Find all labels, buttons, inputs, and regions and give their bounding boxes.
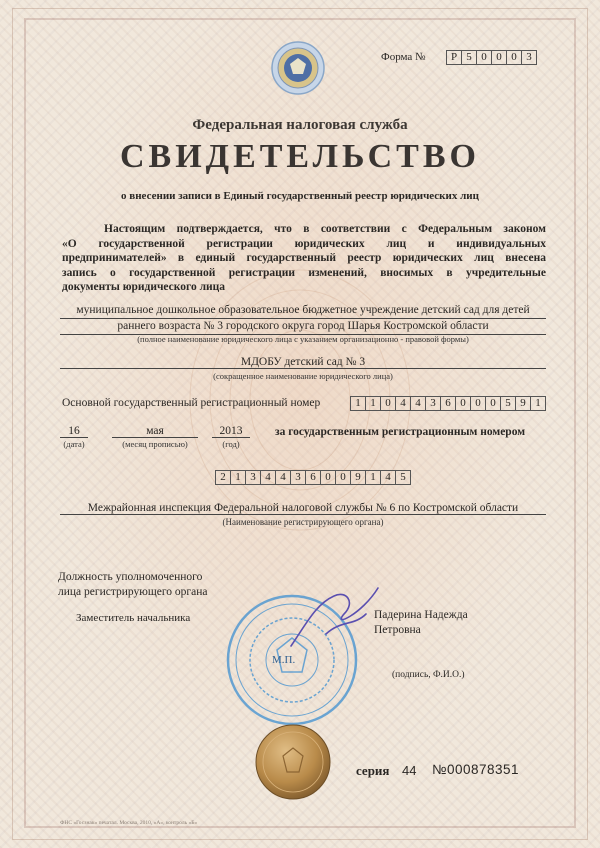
grn-cell: 3 [245, 470, 260, 485]
grn-cell: 5 [395, 470, 411, 485]
form-cell: 5 [461, 50, 476, 65]
page-title: СВИДЕТЕЛЬСТВО [120, 138, 480, 175]
org-full-name-line: муниципальное дошкольное образовательное бюджетное учреждение детский сад для детей [60, 303, 546, 319]
handwritten-signature [286, 584, 382, 654]
grn-cell: 6 [305, 470, 320, 485]
ogrn-cell: 0 [380, 396, 395, 411]
grn-cell: 1 [365, 470, 380, 485]
signature-caption: (подпись, Ф.И.О.) [392, 670, 465, 680]
signatory-position: Заместитель начальника [76, 612, 191, 624]
ogrn-cell: 0 [455, 396, 470, 411]
org-full-name-caption: (полное наименование юридического лица с указанием организационно - правовой формы) [137, 334, 469, 344]
body-line: документы юридического лица [62, 281, 226, 293]
body-line: запись о государственной регистрации изменений, вносимых в учредительные [62, 266, 546, 279]
ogrn-label: Основной государственный регистрационный номер [62, 397, 321, 409]
org-full-name-line: раннего возраста № 3 городского округа город Шарья Костромской области [60, 319, 546, 335]
org-short-name: МДОБУ детский сад № 3 [60, 356, 546, 369]
signatory-name [374, 608, 468, 638]
position-heading-line: Должность уполномоченного [58, 571, 203, 583]
body-line: «О государственной регистрации юридических лиц и индивидуальных [62, 237, 546, 250]
signatory-name-line: Падерина Надежда [374, 609, 468, 621]
ogrn-cell: 5 [500, 396, 515, 411]
signatory-name-line: Петровна [374, 624, 421, 636]
org-full-name [60, 303, 546, 335]
form-cell: 0 [476, 50, 491, 65]
grn-cells [215, 470, 411, 485]
grn-cell: 4 [275, 470, 290, 485]
date-day-caption: (дата) [63, 439, 85, 449]
ogrn-cell: 1 [350, 396, 365, 411]
grn-cell: 2 [215, 470, 230, 485]
grn-cell: 1 [230, 470, 245, 485]
ogrn-cell: 9 [515, 396, 530, 411]
form-cell: 0 [491, 50, 506, 65]
form-number-label: Форма № [381, 51, 426, 63]
authority-name: Межрайонная инспекция Федеральной налоговой службы № 6 по Костромской области [60, 502, 546, 515]
body-paragraph [62, 222, 546, 295]
reg-number-label: за государственным регистрационным номером [275, 426, 526, 438]
authority-caption: (Наименование регистрирующего органа) [222, 517, 384, 527]
ogrn-cell: 4 [410, 396, 425, 411]
series-label: серия [356, 763, 390, 778]
mp-label: М.П. [272, 654, 296, 666]
body-line: предпринимателей» в единый государственный реестр юридических лиц внесена [62, 252, 546, 264]
subtitle: о внесении записи в Единый государственный реестр юридических лиц [121, 190, 479, 202]
series-value: 44 [402, 763, 417, 778]
form-number-cells [446, 50, 537, 65]
date-year-caption: (год) [222, 439, 240, 449]
body-line: Настоящим подтверждается, что в соответствии с Федеральным законом [104, 223, 546, 235]
position-heading-line: лица регистрирующего органа [58, 586, 208, 598]
grn-cell: 0 [320, 470, 335, 485]
ogrn-cell: 0 [470, 396, 485, 411]
ogrn-cell: 3 [425, 396, 440, 411]
position-heading [58, 570, 207, 600]
ogrn-cell: 1 [365, 396, 380, 411]
printer-footer: ФНС «Госзнак» печатал. Москва, 2010, «А», контроль «Б» [60, 820, 198, 826]
form-cell: 0 [506, 50, 521, 65]
ogrn-cell: 6 [440, 396, 455, 411]
form-cell: Р [446, 50, 461, 65]
agency-name: Федеральная налоговая служба [192, 117, 408, 133]
grn-cell: 0 [335, 470, 350, 485]
date-year: 2013 [212, 425, 250, 438]
ogrn-cell: 0 [485, 396, 500, 411]
grn-cell: 4 [260, 470, 275, 485]
grn-cell: 3 [290, 470, 305, 485]
ogrn-cell: 1 [530, 396, 546, 411]
date-day: 16 [60, 425, 88, 438]
serial-number: №000878351 [432, 762, 520, 777]
ogrn-cells [350, 396, 546, 411]
date-month-caption: (месяц прописью) [122, 439, 188, 449]
ogrn-cell: 4 [395, 396, 410, 411]
org-short-name-caption: (сокращенное наименование юридического лица) [213, 371, 393, 381]
grn-cell: 9 [350, 470, 365, 485]
coat-of-arms-emblem-icon [270, 40, 326, 96]
grn-cell: 4 [380, 470, 395, 485]
gold-seal-icon [253, 722, 333, 802]
form-cell: 3 [521, 50, 537, 65]
date-month: мая [112, 425, 198, 438]
